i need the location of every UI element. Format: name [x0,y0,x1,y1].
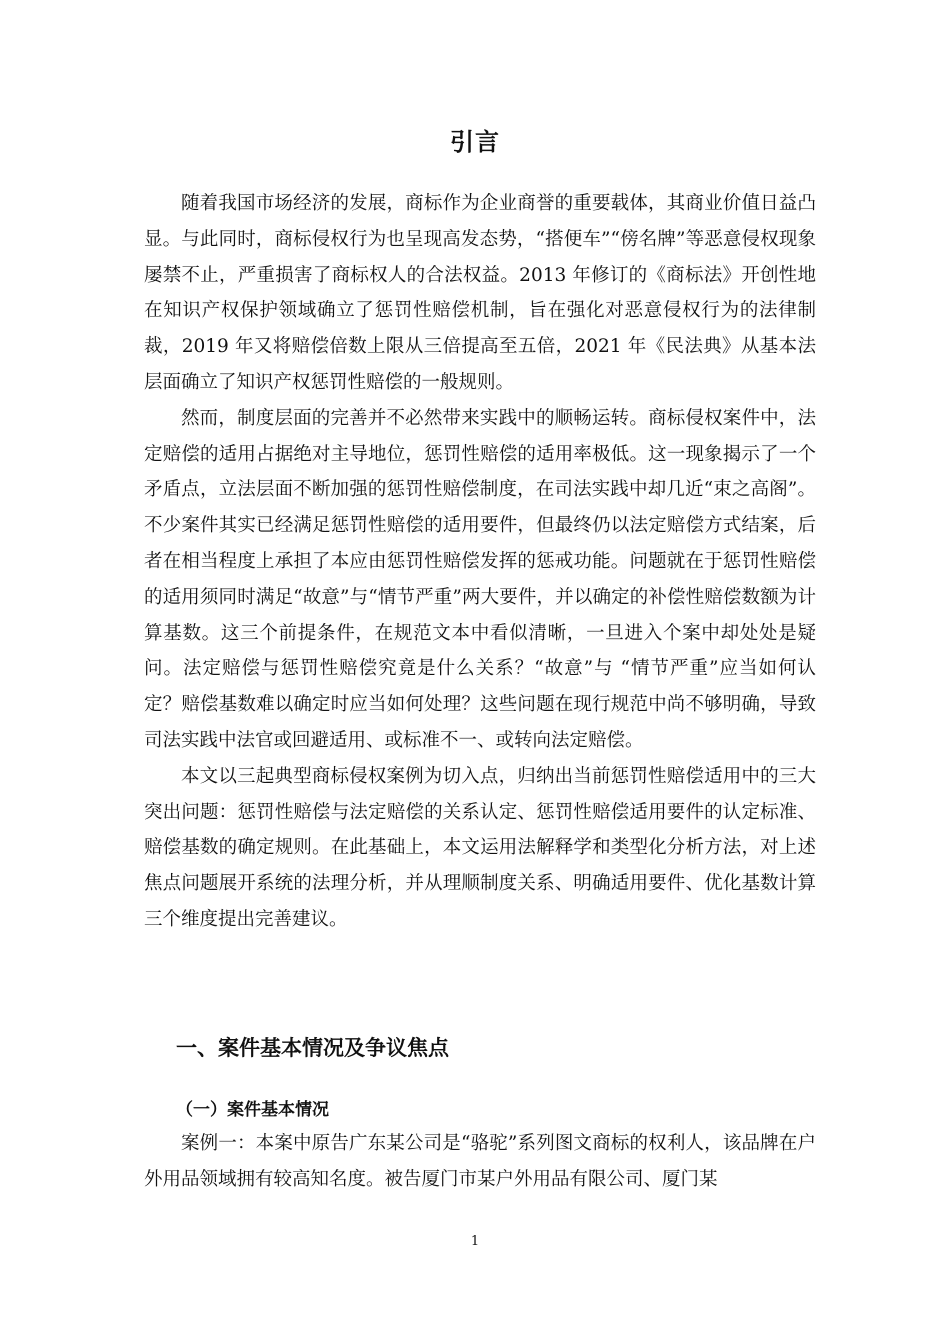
section-heading: 一、案件基本情况及争议焦点 [176,1036,449,1060]
intro-paragraph-3: 本文以三起典型商标侵权案例为切入点，归纳出当前惩罚性赔偿适用中的三大突出问题：惩罚性赔偿与法定赔偿的关系认定、惩罚性赔偿适用要件的认定标准、赔偿基数的确定规则。在此基础上，本文运用法解释学和类型化分析方法，对上述焦点问题展开系统的法理分析，并从理顺制度关系、明确适用要件、优化基数计算三个维度提出完善建议。 [144,765,816,930]
page-title: 引言 [450,128,500,156]
intro-paragraph-1: 随着我国市场经济的发展，商标作为企业商誉的重要载体，其商业价值日益凸显。与此同时，商标侵权行为也呈现高发态势，“搭便车”“傍名牌”等恶意侵权现象屡禁不止，严重损害了商标权人的合法权益。2013 年修订的《商标法》开创性地在知识产权保护领域确立了惩罚性赔偿机制，旨在强化对恶意侵权行为的法律制裁，2019 年又将赔偿倍数上限从三倍提高至五倍，2021 年《民法典》从基本法层面确立了知识产权惩罚性赔偿的一般规则。 [144,193,816,393]
intro-body [144,186,816,938]
case-body [144,1126,816,1198]
intro-paragraph-2: 然而，制度层面的完善并不必然带来实践中的顺畅运转。商标侵权案件中，法定赔偿的适用占据绝对主导地位，惩罚性赔偿的适用率极低。这一现象揭示了一个矛盾点，立法层面不断加强的惩罚性赔偿制度，在司法实践中却几近“束之高阁”。不少案件其实已经满足惩罚性赔偿的适用要件，但最终仍以法定赔偿方式结案，后者在相当程度上承担了本应由惩罚性赔偿发挥的惩戒功能。问题就在于惩罚性赔偿的适用须同时满足“故意”与“情节严重”两大要件，并以确定的补偿性赔偿数额为计算基数。这三个前提条件，在规范文本中看似清晰，一旦进入个案中却处处是疑问。法定赔偿与惩罚性赔偿究竟是什么关系？“故意”与 “情节严重”应当如何认定？赔偿基数难以确定时应当如何处理？这些问题在现行规范中尚不够明确，导致司法实践中法官或回避适用、或标准不一、或转向法定赔偿。 [144,407,816,751]
subsection-heading: （一）案件基本情况 [176,1100,329,1120]
page-number: 1 [470,1234,480,1249]
case-paragraph: 案例一：本案中原告广东某公司是“骆驼”系列图文商标的权利人，该品牌在户外用品领域拥有较高知名度。被告厦门市某户外用品有限公司、厦门某 [144,1133,816,1190]
